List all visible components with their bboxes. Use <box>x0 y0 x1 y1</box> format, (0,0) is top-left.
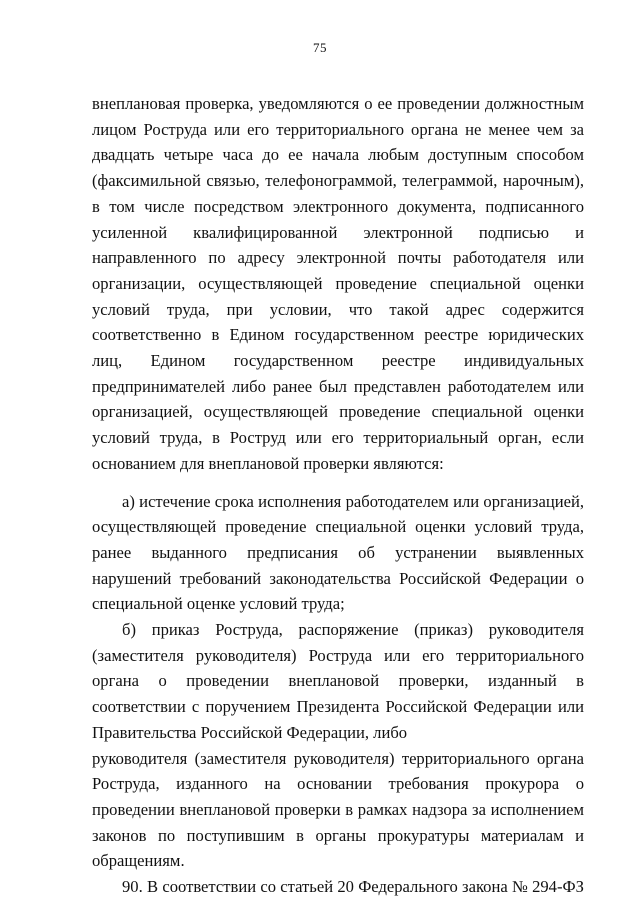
paragraph-item-b-justified-line <box>92 746 584 772</box>
word: 294-ФЗ <box>532 877 584 897</box>
paragraph-item-b <box>92 617 584 874</box>
word: Федерального <box>358 877 458 897</box>
word: В <box>147 877 159 897</box>
paragraph-item-a: а) истечение срока исполнения работодателем или организацией, осуществляющей проведение специальной оценки условий труда, ранее выданного предписания об устранении выявленных нарушений требований законодательства Российской Федерации о специальной оценке условий труда; <box>92 491 584 614</box>
word: 90. <box>122 877 143 897</box>
word: руководителя <box>92 748 188 768</box>
word: территориального <box>401 748 530 768</box>
word: № <box>511 877 528 897</box>
page-number: 75 <box>313 40 327 55</box>
paragraph-item-b-start: б) приказ Роструда, распоряжение (приказ) руководителя (заместителя руководителя) Роструда или его территориального органа о проведении внеплановой проверки, изданный в соответствии с поручением Президента Российской Федерации или Правительства Российской Федерации, либо <box>92 620 584 742</box>
word: руководителя) <box>293 748 395 768</box>
word: 20 <box>337 877 354 897</box>
document-body <box>92 91 584 900</box>
paragraph-inspection-notice: внеплановая проверка, уведомляются о ее проведении должностным лицом Роструда или его территориального органа не менее чем за двадцать четыре часа до ее начала любым доступным способом (факсимильной связью, телефонограммой, телеграммой, нарочным), в том числе посредством электронного документа, подписанного усиленной квалифицированной электронной подписью и направленного по адресу электронной почты работодателя или организации, осуществляющей проведение специальной оценки условий труда, при условии, что такой адрес содержится соответственно в Едином государственном реестре юридических лиц, Едином государственном реестре индивидуальных предпринимателей либо ранее был представлен работодателем или организацией, осуществляющей проведение специальной оценки условий труда, в Роструд или его территориальный орган, если основанием для внеплановой проверки являются: <box>92 94 584 473</box>
paragraph-item-b-end: Роструда, изданного на основании требования прокурора о проведении внеплановой проверки в рамках надзора за исполнением законов по поступившим в органы прокуратуры материалам и обращениям. <box>92 774 584 871</box>
word: органа <box>536 748 584 768</box>
word: (заместителя <box>194 748 287 768</box>
word: со <box>260 877 277 897</box>
paragraph-90-first-line <box>92 874 584 900</box>
word: статьей <box>280 877 334 897</box>
word: соответствии <box>162 877 257 897</box>
word: закона <box>462 877 508 897</box>
